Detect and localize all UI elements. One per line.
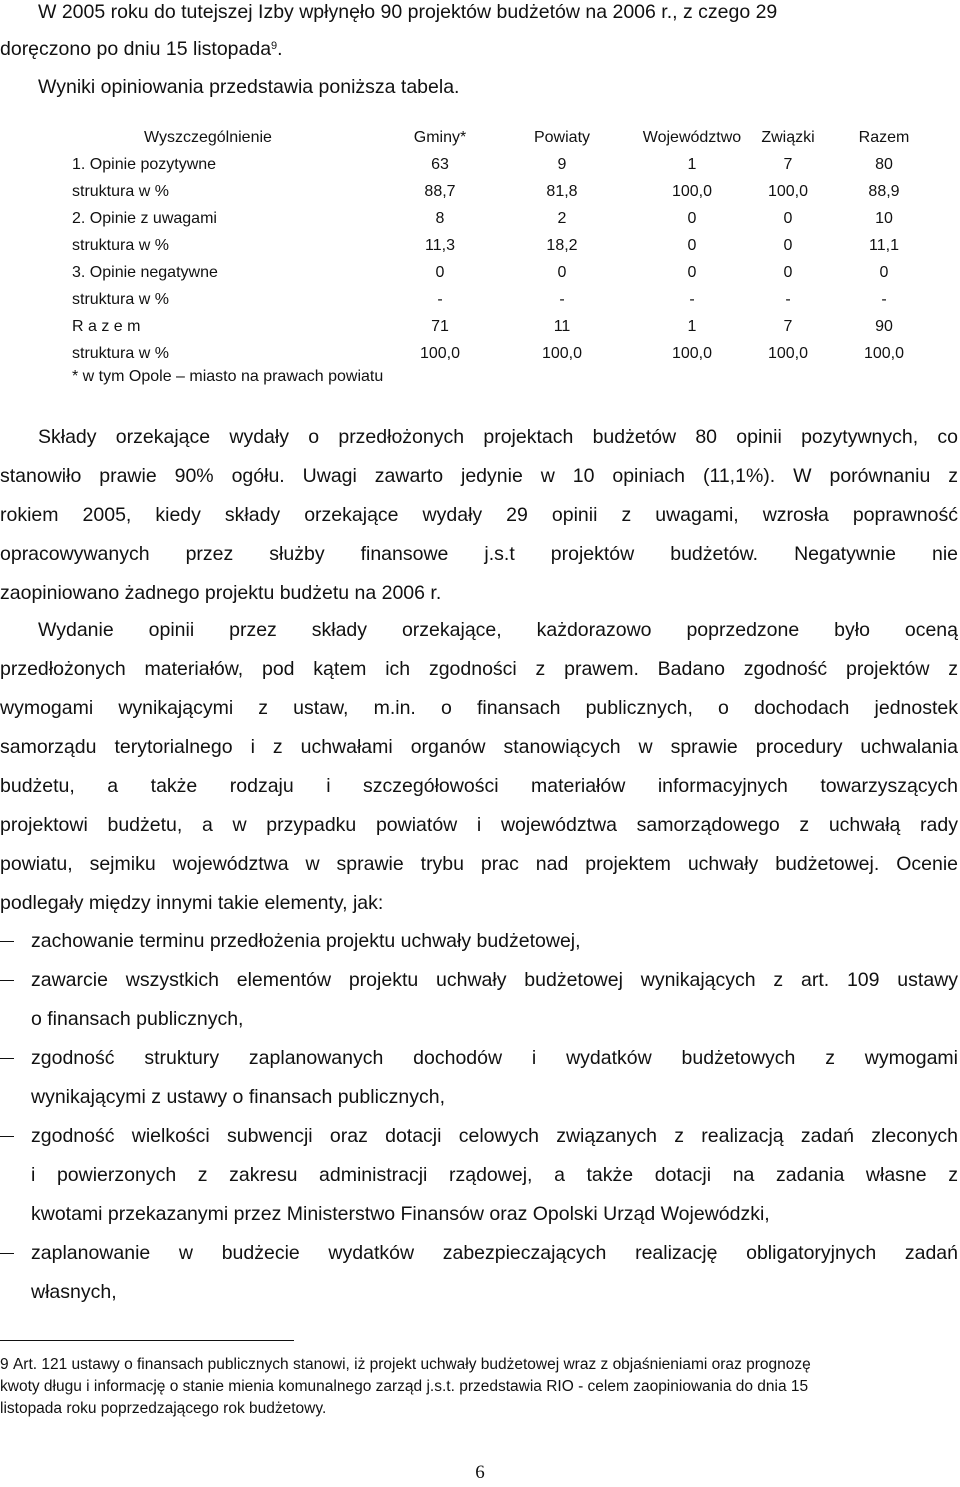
footnote-mark: 9 — [0, 1356, 9, 1373]
table-row — [72, 205, 892, 232]
table-cell: 100,0 — [419, 345, 461, 362]
table-cell: 0 — [687, 237, 697, 254]
footnote-text-2: kwoty długu i informację o stanie mienia komunalnego zarząd j.s.t. przedstawia RIO - celem zaopiniowania do dnia 15 — [0, 1378, 809, 1395]
table-row — [72, 340, 905, 367]
table-cell: - — [689, 291, 695, 308]
table-cell: - — [785, 291, 791, 308]
paragraph-line: budżetu, a także rodzaju i szczegółowości materiałów informacyjnych towarzyszących — [0, 775, 958, 797]
table-cell: 0 — [783, 237, 793, 254]
paragraph-line: Składy orzekające wydały o przedłożonych projektach budżetów 80 opinii pozytywnych, co — [38, 426, 958, 448]
table-row-label: 2. Opinie z uwagami — [72, 210, 217, 227]
table-cell: - — [881, 291, 887, 308]
table-row — [72, 259, 892, 286]
table-cell: 80 — [875, 156, 893, 173]
table-cell: 100,0 — [767, 183, 809, 200]
list-bullet-dash — [0, 1058, 14, 1059]
paragraph-line: powiatu, sejmiku województwa w sprawie trybu prac nad projektem uchwały budżetowej. Ocenie — [0, 853, 958, 875]
page-number: 6 — [475, 1462, 485, 1483]
paragraph-line: opracowywanych przez służby finansowe j.s.t projektów budżetów. Negatywnie nie — [0, 543, 958, 565]
paragraph-line: stanowiło prawie 90% ogółu. Uwagi zawarto jedynie w 10 opiniach (11,1%). W porównaniu z — [0, 465, 958, 487]
table-cell: 0 — [687, 264, 697, 281]
table-header-cell: Razem — [858, 129, 910, 146]
footnote-line-1 — [0, 1355, 811, 1375]
intro-line-3 — [38, 75, 459, 99]
paragraph-line: podlegały między innymi takie elementy, jak: — [0, 892, 384, 914]
footnote-line-2 — [0, 1377, 808, 1397]
paragraph-line: zaopiniowano żadnego projektu budżetu na 2006 r. — [0, 582, 442, 604]
footnote-separator — [0, 1340, 294, 1341]
table-header-cell: Województwo — [642, 129, 742, 146]
table-header-row — [72, 124, 910, 151]
table-cell: 0 — [783, 210, 793, 227]
footnote-line-3 — [0, 1399, 326, 1419]
list-item: o finansach publicznych, — [31, 1008, 244, 1030]
table-cell: 0 — [435, 264, 445, 281]
intro-line-2-period: . — [277, 38, 283, 60]
footnote-text-3: listopada roku poprzedzającego rok budżetowy. — [0, 1400, 327, 1417]
table-cell: 7 — [783, 318, 793, 335]
table-header-cell: Gminy* — [413, 129, 467, 146]
list-item: zaplanowanie w budżecie wydatków zabezpieczających realizację obligatoryjnych zadań — [31, 1242, 958, 1264]
list-bullet-dash — [0, 1136, 14, 1137]
table-row-label: 3. Opinie negatywne — [72, 264, 218, 281]
intro-line-1 — [38, 0, 777, 24]
table-cell: 100,0 — [671, 183, 713, 200]
table-cell: 1 — [687, 156, 697, 173]
table-footnote: * w tym Opole – miasto na prawach powiatu — [72, 368, 384, 385]
intro-line-2-text: doręczono po dniu 15 listopada — [0, 38, 272, 60]
table-cell: 9 — [557, 156, 567, 173]
table-row-label: struktura w % — [72, 345, 169, 362]
list-item: własnych, — [31, 1281, 117, 1303]
list-item: wynikającymi z ustawy o finansach publicznych, — [31, 1086, 446, 1108]
list-bullet-dash — [0, 980, 14, 981]
table-row — [72, 178, 900, 205]
table-cell: 11,3 — [425, 237, 455, 254]
table-cell: 100,0 — [671, 345, 713, 362]
table-row — [72, 151, 892, 178]
paragraph-line: Wydanie opinii przez składy orzekające, każdorazowo poprzedzone było oceną — [38, 619, 958, 641]
table-cell: 0 — [783, 264, 793, 281]
results-table — [72, 124, 910, 367]
table-cell: 100,0 — [767, 345, 809, 362]
paragraph-line: rokiem 2005, kiedy składy orzekające wydały 29 opinii z uwagami, wzrosła poprawność — [0, 504, 958, 526]
table-row — [72, 313, 892, 340]
list-item: kwotami przekazanymi przez Ministerstwo Finansów oraz Opolski Urząd Wojewódzki, — [31, 1203, 770, 1225]
table-cell: 2 — [557, 210, 567, 227]
list-item: zawarcie wszystkich elementów projektu uchwały budżetowej wynikających z art. 109 ustawy — [31, 969, 958, 991]
list-item: zgodność wielkości subwencji oraz dotacji celowych związanych z realizacją zadań zleconych — [31, 1125, 958, 1147]
table-cell: 1 — [687, 318, 697, 335]
table-row-label: 1. Opinie pozytywne — [72, 156, 217, 173]
table-cell: 90 — [875, 318, 893, 335]
table-cell: 0 — [687, 210, 697, 227]
intro-line-2 — [0, 37, 283, 61]
table-cell: 0 — [879, 264, 889, 281]
table-cell: 0 — [557, 264, 567, 281]
table-cell: 8 — [435, 210, 445, 227]
table-cell: 11 — [553, 318, 571, 335]
list-item: i powierzonych z zakresu administracji rządowej, a także dotacji na zadania własne z — [31, 1164, 958, 1186]
table-header-cell: Wyszczególnienie — [144, 129, 272, 146]
list-item: zgodność struktury zaplanowanych dochodów i wydatków budżetowych z wymogami — [31, 1047, 958, 1069]
footnote-reference[interactable]: 9 — [271, 40, 278, 52]
table-cell: 71 — [431, 318, 449, 335]
intro-line-1-text: W 2005 roku do tutejszej Izby wpłynęło 90 projektów budżetów na 2006 r., z czego 29 — [38, 1, 778, 23]
list-item: zachowanie terminu przedłożenia projektu uchwały budżetowej, — [31, 930, 581, 952]
table-cell: - — [437, 291, 443, 308]
list-bullet-dash — [0, 1253, 14, 1254]
table-row-label: struktura w % — [72, 183, 169, 200]
table-row — [72, 232, 899, 259]
table-cell: 7 — [783, 156, 793, 173]
table-cell: 88,9 — [868, 183, 900, 200]
list-bullet-dash — [0, 941, 14, 942]
table-cell: 81,8 — [546, 183, 578, 200]
table-header-cell: Powiaty — [533, 129, 591, 146]
paragraph-line: projektowi budżetu, a w przypadku powiatów i województwa samorządowego z uchwałą rady — [0, 814, 958, 836]
intro-line-3-text: Wyniki opiniowania przedstawia poniższa tabela. — [38, 76, 460, 98]
table-cell: 10 — [875, 210, 893, 227]
table-row-label: struktura w % — [72, 291, 169, 308]
table-cell: 18,2 — [546, 237, 578, 254]
table-cell: - — [559, 291, 565, 308]
paragraph-line: przedłożonych materiałów, pod kątem ich zgodności z prawem. Badano zgodność projektów z — [0, 658, 958, 680]
table-body — [72, 151, 905, 367]
paragraph-line: samorządu terytorialnego i z uchwałami organów stanowiących w sprawie procedury uchwalania — [0, 736, 958, 758]
table-row-label: R a z e m — [72, 318, 141, 335]
table-header-cell: Związki — [761, 129, 815, 146]
table-cell: 100,0 — [863, 345, 905, 362]
paragraph-line: wymogami wynikającymi z ustaw, m.in. o finansach publicznych, o dochodach jednostek — [0, 697, 958, 719]
table-cell: 88,7 — [424, 183, 456, 200]
table-row — [72, 286, 892, 313]
table-cell: 100,0 — [541, 345, 583, 362]
table-cell: 63 — [431, 156, 449, 173]
table-cell: 11,1 — [869, 237, 899, 254]
table-row-label: struktura w % — [72, 237, 169, 254]
footnote-text-1: Art. 121 ustawy o finansach publicznych stanowi, iż projekt uchwały budżetowej wraz z objaśnieniami oraz prognozę — [12, 1356, 811, 1373]
